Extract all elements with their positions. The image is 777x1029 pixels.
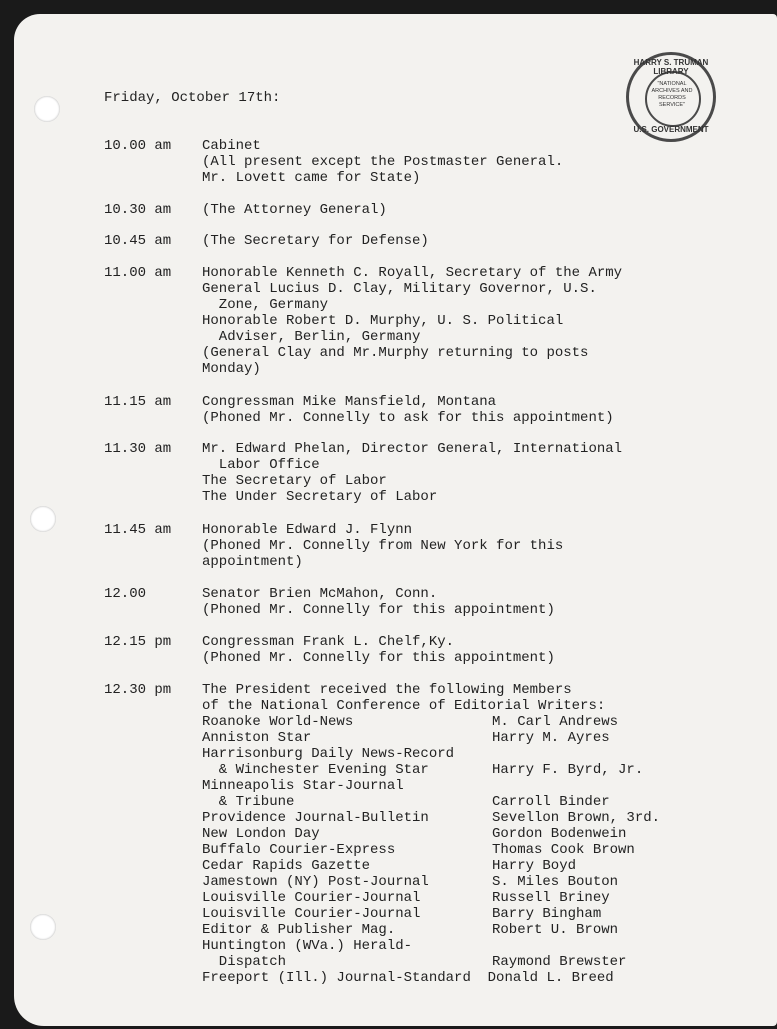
- writer-name: Raymond Brewster: [492, 954, 627, 970]
- newspaper-name: Roanoke World-News: [202, 714, 354, 730]
- entry-line: (The Secretary for Defense): [202, 233, 429, 249]
- entry-line: Senator Brien McMahon, Conn.: [202, 586, 438, 602]
- entry-time: 12.15 pm: [104, 634, 172, 650]
- newspaper-name: Louisville Courier-Journal: [202, 906, 421, 922]
- entry-line: (Phoned Mr. Connelly from New York for this: [202, 538, 564, 554]
- newspaper-name: Providence Journal-Bulletin: [202, 810, 429, 826]
- writer-name: Barry Bingham: [492, 906, 602, 922]
- stamp-center: [647, 81, 697, 109]
- entry-line: Mr. Lovett came for State): [202, 170, 421, 186]
- writer-name: Carroll Binder: [492, 794, 610, 810]
- writer-name: Harry F. Byrd, Jr.: [492, 762, 644, 778]
- binder-hole-top: [34, 96, 60, 122]
- entry-line: (The Attorney General): [202, 202, 387, 218]
- entry-line: (General Clay and Mr.Murphy returning to posts: [202, 345, 589, 361]
- entry-line: Honorable Kenneth C. Royall, Secretary of the Army: [202, 265, 623, 281]
- entry-time: 11.45 am: [104, 522, 172, 538]
- newspaper-name: Buffalo Courier-Express: [202, 842, 396, 858]
- entry-line: (Phoned Mr. Connelly for this appointment): [202, 650, 555, 666]
- binder-hole-bottom: [30, 914, 56, 940]
- entry-line: The Secretary of Labor: [202, 473, 387, 489]
- entry-line: Congressman Mike Mansfield, Montana: [202, 394, 497, 410]
- newspaper-name: Dispatch: [202, 954, 287, 970]
- entry-time: 10.30 am: [104, 202, 172, 218]
- stamp-ring-bottom: U.S. GOVERNMENT: [633, 125, 709, 134]
- newspaper-name: Anniston Star: [202, 730, 312, 746]
- entry-time: 11.30 am: [104, 441, 172, 457]
- writer-name: Harry M. Ayres: [492, 730, 610, 746]
- entry-line: Adviser, Berlin, Germany: [202, 329, 421, 345]
- entry-line: of the National Conference of Editorial Writers:: [202, 698, 606, 714]
- newspaper-name: Jamestown (NY) Post-Journal: [202, 874, 429, 890]
- writer-name: Russell Briney: [492, 890, 610, 906]
- archive-stamp: [626, 52, 716, 142]
- date-heading: Friday, October 17th:: [104, 90, 281, 106]
- entry-line: Honorable Edward J. Flynn: [202, 522, 413, 538]
- entry-line: (Phoned Mr. Connelly for this appointment): [202, 602, 555, 618]
- entry-line: Congressman Frank L. Chelf,Ky.: [202, 634, 455, 650]
- entry-line: The Under Secretary of Labor: [202, 489, 438, 505]
- entry-line: Monday): [202, 361, 261, 377]
- newspaper-name: & Tribune: [202, 794, 295, 810]
- entry-line: The President received the following Members: [202, 682, 572, 698]
- writer-name: Robert U. Brown: [492, 922, 619, 938]
- writer-name: S. Miles Bouton: [492, 874, 619, 890]
- stamp-center-line: "NATIONAL: [657, 81, 687, 87]
- writer-name: Harry Boyd: [492, 858, 577, 874]
- newspaper-name: & Winchester Evening Star: [202, 762, 429, 778]
- writer-name: Gordon Bodenwein: [492, 826, 627, 842]
- entry-time: 11.00 am: [104, 265, 172, 281]
- entry-line: Labor Office: [202, 457, 320, 473]
- newspaper-name: New London Day: [202, 826, 320, 842]
- stamp-center-line: SERVICE": [659, 102, 685, 108]
- entry-line: General Lucius D. Clay, Military Governor, U.S.: [202, 281, 597, 297]
- stamp-center-line: RECORDS: [658, 95, 686, 101]
- writer-name: Thomas Cook Brown: [492, 842, 635, 858]
- newspaper-name: Huntington (WVa.) Herald-: [202, 938, 413, 954]
- entry-line: (All present except the Postmaster General.: [202, 154, 564, 170]
- stamp-ring-top: HARRY S. TRUMAN LIBRARY: [633, 58, 709, 76]
- entry-time: 12.00: [104, 586, 147, 602]
- entry-line: (Phoned Mr. Connelly to ask for this appointment): [202, 410, 614, 426]
- entry-time: 10.45 am: [104, 233, 172, 249]
- entry-line: Zone, Germany: [202, 297, 329, 313]
- stamp-center-line: ARCHIVES AND: [651, 88, 693, 94]
- newspaper-name: Cedar Rapids Gazette: [202, 858, 371, 874]
- entry-time: 11.15 am: [104, 394, 172, 410]
- entry-line: Cabinet: [202, 138, 261, 154]
- newspaper-name: Minneapolis Star-Journal: [202, 778, 404, 794]
- entry-line: Honorable Robert D. Murphy, U. S. Political: [202, 313, 564, 329]
- final-line: Freeport (Ill.) Journal-Standard Donald L. Breed: [202, 970, 614, 986]
- entry-time: 10.00 am: [104, 138, 172, 154]
- newspaper-name: Harrisonburg Daily News-Record: [202, 746, 455, 762]
- writer-name: M. Carl Andrews: [492, 714, 619, 730]
- entry-line: Mr. Edward Phelan, Director General, International: [202, 441, 623, 457]
- writer-name: Sevellon Brown, 3rd.: [492, 810, 661, 826]
- entry-time: 12.30 pm: [104, 682, 172, 698]
- newspaper-name: Editor & Publisher Mag.: [202, 922, 396, 938]
- entry-line: appointment): [202, 554, 303, 570]
- newspaper-name: Louisville Courier-Journal: [202, 890, 421, 906]
- binder-hole-middle: [30, 506, 56, 532]
